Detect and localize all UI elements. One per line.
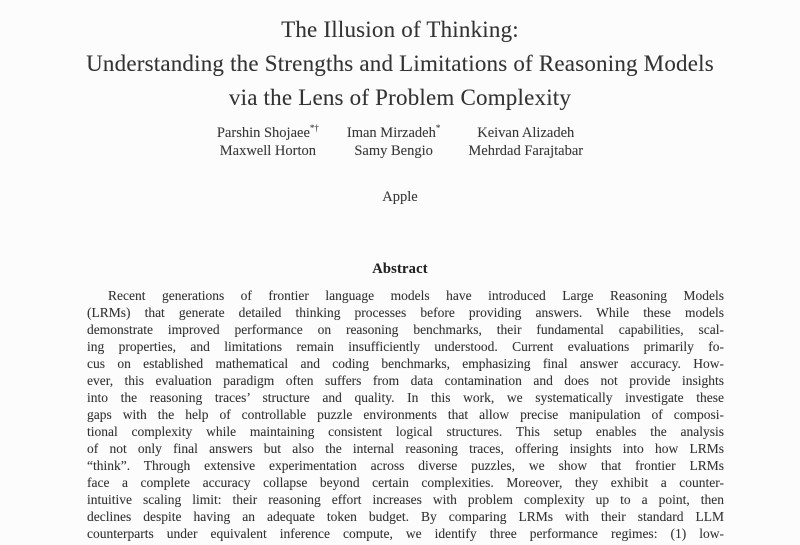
abstract-line: gaps with the help of controllable puzzle environments that allow precise manipulation of composi-: [87, 407, 724, 422]
author-maxwell-horton: [217, 143, 319, 160]
author-block: [0, 125, 800, 160]
author-mark: *†: [309, 123, 319, 134]
author-name: Iman Mirzadeh: [346, 125, 436, 141]
title-line-2: Understanding the Strengths and Limitations of Reasoning Models: [86, 51, 714, 76]
author-iman-mirzadeh: [347, 125, 440, 142]
abstract-line: ing properties, and limitations remain insufficiently understood. Current evaluations primarily fo-: [87, 339, 724, 354]
author-name: Keivan Alizadeh: [477, 125, 575, 141]
abstract-heading: Abstract: [372, 261, 428, 277]
title-line-1: The Illusion of Thinking:: [281, 17, 519, 42]
abstract-line: demonstrate improved performance on reasoning benchmarks, their fundamental capabilities, scal-: [87, 322, 724, 337]
author-name: Maxwell Horton: [219, 143, 316, 159]
abstract-line: of not only final answers but also the internal reasoning traces, offering insights into how LRMs: [87, 441, 724, 456]
author-name: Parshin Shojaee: [216, 125, 310, 141]
abstract-line: declines despite having an adequate token budget. By comparing LRMs with their standard LLM: [87, 509, 724, 524]
abstract-line: ever, this evaluation paradigm often suffers from data contamination and does not provide insights: [87, 373, 724, 388]
abstract-line: counterparts under equivalent inference compute, we identify three performance regimes: (1) low-: [87, 526, 724, 541]
abstract-line: cus on established mathematical and coding benchmarks, emphasizing final answer accuracy. How-: [87, 356, 724, 371]
abstract-line: “think”. Through extensive experimentation across diverse puzzles, we show that frontier LRMs: [87, 458, 724, 473]
author-name: Samy Bengio: [354, 143, 433, 159]
author-keivan-alizadeh: [468, 125, 583, 142]
author-mehrdad-farajtabar: [468, 143, 583, 160]
abstract-text: [87, 287, 724, 542]
title-line-3: via the Lens of Problem Complexity: [228, 85, 572, 110]
abstract-line: (LRMs) that generate detailed thinking processes before providing answers. While these models: [87, 305, 724, 320]
abstract-line: face a complete accuracy collapse beyond certain complexities. Moreover, they exhibit a counter-: [87, 475, 724, 490]
abstract-line: into the reasoning traces’ structure and quality. In this work, we systematically investigate these: [87, 390, 724, 405]
abstract-line: intuitive scaling limit: their reasoning effort increases with problem complexity up to a point, then: [87, 492, 724, 507]
author-mark: *: [435, 123, 441, 134]
author-samy-bengio: [347, 143, 440, 160]
abstract-line: tional complexity while maintaining consistent logical structures. This setup enables the analysis: [87, 424, 724, 439]
author-parshin-shojaee: [217, 125, 319, 142]
abstract-line: Recent generations of frontier language models have introduced Large Reasoning Models: [108, 288, 724, 303]
author-name: Mehrdad Farajtabar: [468, 143, 584, 159]
affiliation: Apple: [382, 189, 418, 205]
paper-title: [0, 13, 800, 115]
